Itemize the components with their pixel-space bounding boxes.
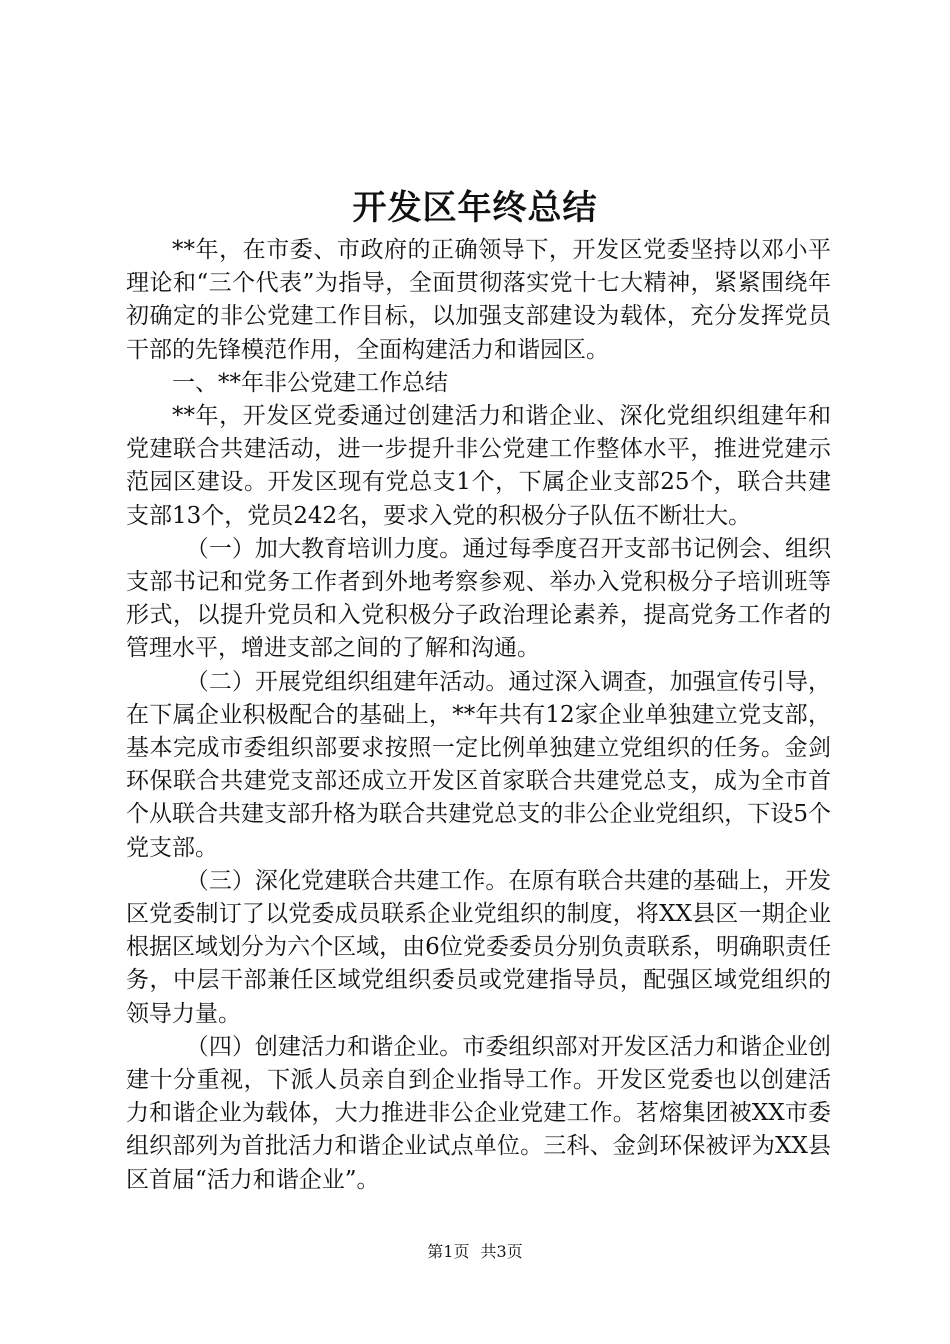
intro-paragraph: **年，在市委、市政府的正确领导下，开发区党委坚持以邓小平理论和“三个代表”为指导，全面贯彻落实党十七大精神，紧紧围绕年初确定的非公党建工作目标，以加强支部建设为载体，充分发挥党员干部的先锋模范作用，全面构建活力和谐园区。 [126, 237, 831, 363]
page-footer [0, 1240, 950, 1264]
document-title: 开发区年终总结 [352, 188, 598, 228]
document-body [126, 234, 831, 1197]
summary-paragraph: **年，开发区党委通过创建活力和谐企业、深化党组织组建年和党建联合共建活动，进一步提升非公党建工作整体水平，推进党建示范园区建设。开发区现有党总支1个，下属企业支部25个，联合共建支部13个，党员242名，要求入党的积极分子队伍不断壮大。 [126, 403, 831, 529]
section-heading: 一、**年非公党建工作总结 [172, 369, 448, 396]
item-3-paragraph: （三）深化党建联合共建工作。在原有联合共建的基础上，开发区党委制订了以党委成员联系企业党组织的制度，将XX县区一期企业根据区域划分为六个区域，由6位党委委员分别负责联系，明确职责任务，中层干部兼任区域党组织委员或党建指导员，配强区域党组织的领导力量。 [126, 867, 831, 1027]
item-2-paragraph: （二）开展党组织组建年活动。通过深入调查，加强宣传引导，在下属企业积极配合的基础上，**年共有12家企业单独建立党支部，基本完成市委组织部要求按照一定比例单独建立党组织的任务。金剑环保联合共建党支部还成立开发区首家联合共建党总支，成为全市首个从联合共建支部升格为联合共建党总支的非公企业党组织，下设5个党支部。 [126, 668, 831, 861]
page-total: 共3页 [480, 1242, 523, 1261]
item-4-paragraph: （四）创建活力和谐企业。市委组织部对开发区活力和谐企业创建十分重视，下派人员亲自到企业指导工作。开发区党委也以创建活力和谐企业为载体，大力推进非公企业党建工作。茗熔集团被XX市委组织部列为首批活力和谐企业试点单位。三科、金剑环保被评为XX县区首届“活力和谐企业”。 [126, 1033, 831, 1193]
item-1-paragraph: （一）加大教育培训力度。通过每季度召开支部书记例会、组织支部书记和党务工作者到外地考察参观、举办入党积极分子培训班等形式，以提升党员和入党积极分子政治理论素养，提高党务工作者的管理水平，增进支部之间的了解和沟通。 [126, 535, 831, 662]
page-number: 第1页 [427, 1242, 470, 1261]
